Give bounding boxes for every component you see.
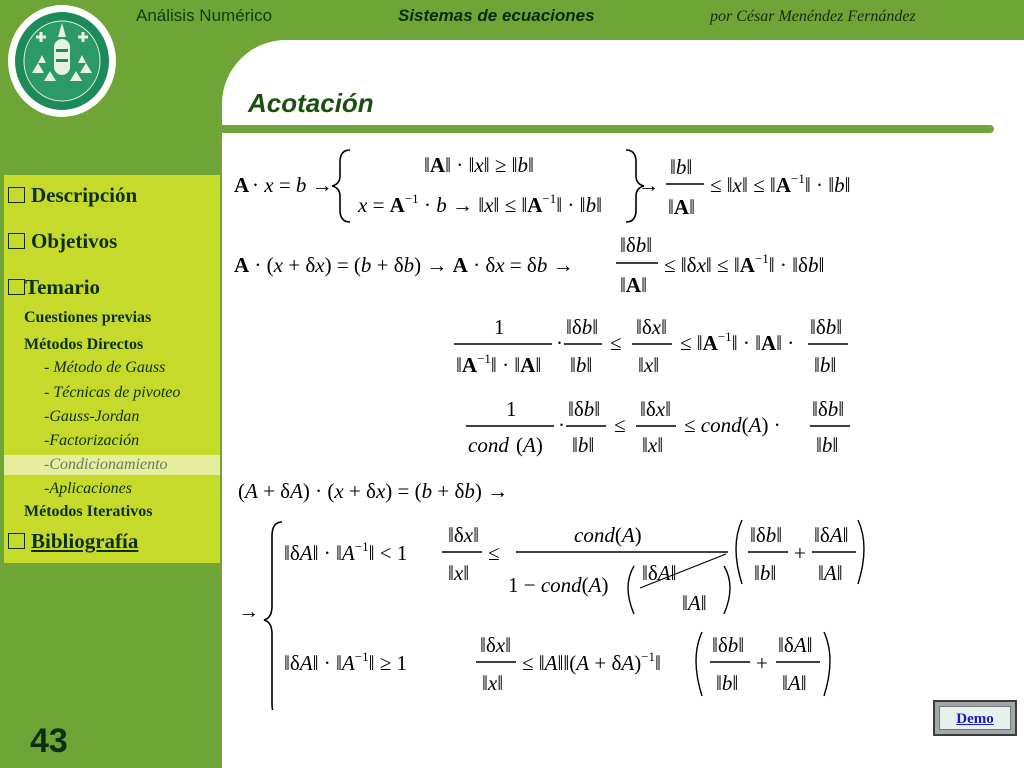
svg-text:‖b‖: ‖b‖ <box>754 561 777 585</box>
header-topic: Sistemas de ecuaciones <box>398 6 595 25</box>
svg-text:≤ ‖δx‖ ≤ ‖A−1‖ · ‖δb‖: ≤ ‖δx‖ ≤ $‖A^{-1}‖$ · ‖δb‖ <box>664 251 825 277</box>
university-logo <box>6 3 118 119</box>
svg-text:‖b‖: ‖b‖ <box>570 353 593 377</box>
svg-text:‖A‖: ‖A‖ <box>620 273 647 297</box>
submenu-cuestiones-previas[interactable]: Cuestiones previas <box>24 309 152 326</box>
svg-text:≤ cond(A) ·: ≤ cond(A) · <box>684 413 781 437</box>
sidebar-menu <box>4 175 220 563</box>
svg-text:cond(A): cond(A) <box>574 523 642 547</box>
menu-label: Descripción <box>31 183 138 207</box>
menu-objetivos[interactable] <box>8 229 117 254</box>
svg-text:‖A‖: ‖A‖ <box>818 561 843 585</box>
header-author: por César Menéndez Fernández <box>710 8 916 25</box>
svg-text:‖δb‖: ‖δb‖ <box>810 315 843 339</box>
svg-text:1: 1 <box>506 397 517 421</box>
slide-title: Acotación <box>248 88 374 118</box>
svg-text:A · (x + δx) = (b + δb) → A ·: A · (x + δx) = (b + δb) → A · δx = δb → <box>234 253 574 277</box>
svg-text:1: 1 <box>494 315 505 339</box>
svg-text:‖δA‖ · ‖A−1‖ ≥ 1: ‖δA‖ · $‖A^{-1}‖ \ge 1$ <box>284 649 408 675</box>
title-rule <box>166 125 994 133</box>
svg-text:‖A‖: ‖A‖ <box>682 591 707 615</box>
formulas <box>222 140 882 710</box>
svg-text:‖A‖ · ‖x‖ ≥ ‖b‖: ‖A‖ · ‖x‖ ≥ ‖b‖ <box>424 153 534 177</box>
svg-text:‖x‖: ‖x‖ <box>448 561 470 585</box>
submenu-metodos-iterativos[interactable]: Métodos Iterativos <box>24 503 153 520</box>
svg-text:‖δb‖: ‖δb‖ <box>566 315 599 339</box>
svg-text:‖δA‖ · ‖A−1‖ < 1: ‖δA‖ · $‖A^{-1}‖ < 1$ <box>284 539 408 565</box>
svg-text:‖A−1‖ · ‖A‖: $‖A^{-1}‖$ · ‖A‖ <box>456 351 542 377</box>
menu-temario[interactable] <box>8 275 100 300</box>
svg-text:‖A‖: ‖A‖ <box>668 195 695 219</box>
submenu-aplicaciones[interactable]: -Aplicaciones <box>44 480 132 497</box>
svg-text:≤: ≤ <box>614 413 626 437</box>
svg-text:·: · <box>556 331 563 355</box>
svg-text:cond: cond <box>468 433 509 457</box>
submenu-metodos-directos[interactable]: Métodos Directos <box>24 336 144 353</box>
svg-text:(A + δA) · (x + δx) = (b + δb): (A + δA) · (x + δx) = (b + δb) → <box>238 479 509 503</box>
submenu-metodo-gauss[interactable]: - Método de Gauss <box>44 359 166 376</box>
svg-text:‖b‖: ‖b‖ <box>814 353 837 377</box>
svg-text:+: + <box>756 651 768 675</box>
svg-text:≤ ‖A‖‖(A + δA)−1‖: ≤ ‖A‖‖(A + δA)$^{-1}$‖ <box>522 649 661 675</box>
menu-label: Objetivos <box>31 229 118 253</box>
svg-text:‖δb‖: ‖δb‖ <box>620 233 653 257</box>
checkbox-icon <box>8 187 25 203</box>
svg-text:‖δx‖: ‖δx‖ <box>480 633 512 657</box>
svg-text:≤ ‖x‖ ≤ ‖A−1‖ · ‖b‖: ≤ ‖x‖ ≤ $‖A^{-1}‖$ · ‖b‖ <box>710 171 851 197</box>
svg-text:‖δb‖: ‖δb‖ <box>812 397 845 421</box>
svg-text:1 − cond(A): 1 − cond(A) <box>508 573 609 597</box>
svg-text:x = A−1 · b → ‖x‖ ≤ ‖A−1‖ · ‖b: $x = A^{-1} \cdot b$ → ‖x‖ ≤ $‖A^{-1}‖$ · ‖b‖ <box>358 191 602 217</box>
menu-label: Bibliografía <box>31 529 139 553</box>
svg-text:‖b‖: ‖b‖ <box>670 155 693 179</box>
submenu-tecnicas-pivoteo[interactable]: - Técnicas de pivoteo <box>44 384 181 401</box>
svg-text:→: → <box>238 599 259 623</box>
svg-text:‖A‖: ‖A‖ <box>782 671 807 695</box>
svg-text:·: · <box>558 413 565 437</box>
svg-text:‖δx‖: ‖δx‖ <box>640 397 672 421</box>
submenu-condicionamiento[interactable]: -Condicionamiento <box>44 456 168 473</box>
svg-text:‖δA‖: ‖δA‖ <box>778 633 813 657</box>
submenu-gauss-jordan[interactable]: -Gauss-Jordan <box>44 408 140 425</box>
menu-bibliografia[interactable] <box>8 529 138 554</box>
page-number: 43 <box>30 722 68 760</box>
svg-text:‖δb‖: ‖δb‖ <box>712 633 745 657</box>
svg-text:‖x‖: ‖x‖ <box>482 671 504 695</box>
submenu-factorizacion[interactable]: -Factorización <box>44 432 140 449</box>
svg-text:≤ ‖A−1‖ · ‖A‖ ·: ≤ $‖A^{-1}‖$ · ‖A‖ · <box>680 329 795 355</box>
svg-text:‖δA‖: ‖δA‖ <box>814 523 849 547</box>
svg-text:≤: ≤ <box>488 541 500 565</box>
svg-text:‖x‖: ‖x‖ <box>638 353 660 377</box>
folder-icon <box>8 279 25 295</box>
svg-text:‖b‖: ‖b‖ <box>816 433 839 457</box>
svg-text:· x = b →: · x = b → <box>252 173 333 197</box>
svg-text:‖x‖: ‖x‖ <box>642 433 664 457</box>
checkbox-icon <box>8 233 25 249</box>
demo-button[interactable] <box>933 700 1017 736</box>
demo-button-label: Demo <box>939 706 1011 730</box>
svg-text:‖δb‖: ‖δb‖ <box>750 523 783 547</box>
svg-text:‖b‖: ‖b‖ <box>572 433 595 457</box>
svg-text:‖δb‖: ‖δb‖ <box>568 397 601 421</box>
svg-text:‖δA‖: ‖δA‖ <box>642 561 677 585</box>
svg-text:A: A <box>234 173 250 197</box>
menu-descripcion[interactable] <box>8 183 137 208</box>
svg-text:→: → <box>638 173 659 197</box>
svg-text:≤: ≤ <box>610 331 622 355</box>
svg-text:‖b‖: ‖b‖ <box>716 671 739 695</box>
svg-text:‖δx‖: ‖δx‖ <box>636 315 668 339</box>
svg-text:‖δx‖: ‖δx‖ <box>448 523 480 547</box>
menu-label: Temario <box>25 275 101 299</box>
svg-text:+: + <box>794 541 806 565</box>
checkbox-icon <box>8 533 25 549</box>
svg-text:(A): (A) <box>516 433 543 457</box>
header-course: Análisis Numérico <box>136 6 273 25</box>
